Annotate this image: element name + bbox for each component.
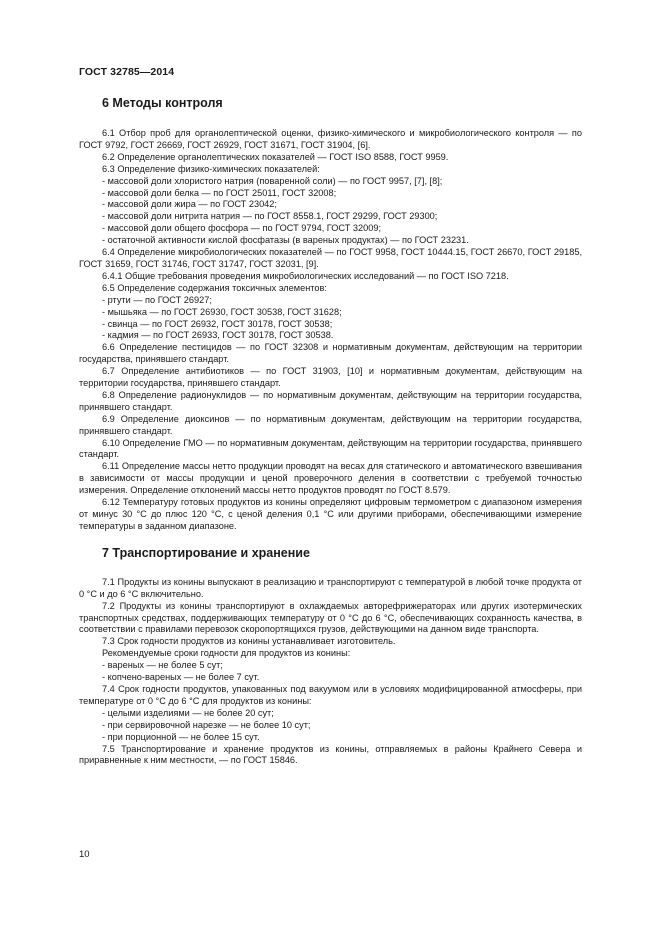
paragraph: 7.4 Срок годности продуктов, упакованных под вакуумом или в условиях модифицированной атмосферы, при температуре от 0 °С до 6 °С для продуктов из конины:: [79, 683, 582, 706]
section-6-title: 6 Методы контроля: [102, 96, 223, 110]
list-item: - целыми изделиями — не более 20 сут;: [102, 707, 274, 718]
paragraph: 6.5 Определение содержания токсичных элементов:: [102, 282, 327, 293]
list-item: - при сервировочной нарезке — не более 10 сут;: [102, 719, 311, 730]
list-item: - ртути — по ГОСТ 26927;: [102, 294, 212, 305]
section-7-body: [79, 577, 582, 768]
list-item: - массовой доли хлористого натрия (поваренной соли) — по ГОСТ 9957, [7], [8];: [102, 175, 443, 186]
list-item: - вареных — не более 5 сут;: [102, 660, 223, 671]
paragraph: 7.1 Продукты из конины выпускают в реализацию и транспортируют с температурой в любой точке продукта от 0 °С и до 6 °С включительно.: [79, 576, 582, 599]
list-item: - массовой доли общего фосфора — по ГОСТ 9794, ГОСТ 32009;: [102, 223, 381, 234]
document-header: ГОСТ 32785—2014: [79, 66, 175, 78]
list-item: - массовой доли белка — по ГОСТ 25011, ГОСТ 32008;: [102, 187, 337, 198]
list-item: - при порционной — не более 15 сут.: [102, 731, 260, 742]
list-item: - свинца — по ГОСТ 26932, ГОСТ 30178, ГОСТ 30538;: [102, 318, 333, 329]
paragraph: 6.1 Отбор проб для органолептической оценки, физико-химического и микробиологического контроля — по ГОСТ 9792, ГОСТ 26669, ГОСТ 26929, ГОСТ 31671, ГОСТ 31904, [6].: [79, 128, 582, 150]
section-6-body: [79, 128, 582, 533]
section-7-title: 7 Транспортирование и хранение: [102, 545, 310, 560]
page-number: 10: [79, 849, 90, 860]
paragraph: 6.4 Определение микробиологических показателей — по ГОСТ 9958, ГОСТ 10444.15, ГОСТ 26670, ГОСТ 29185, ГОСТ 31659, ГОСТ 31746, ГОСТ 31747, ГОСТ 32031, [9].: [79, 247, 582, 269]
paragraph: 6.10 Определение ГМО — по нормативным документам, действующим на территории государства, принявшего стандарт.: [79, 437, 582, 460]
page-content: [79, 96, 582, 767]
paragraph: 7.5 Транспортирование и хранение продуктов из конины, отправляемых в районы Крайнего Севера и приравненные к ним местности, — по ГОСТ 15846.: [79, 743, 582, 766]
list-item: - массовой доли жира — по ГОСТ 23042;: [102, 199, 277, 210]
list-item: - остаточной активности кислой фосфатазы (в вареных продуктах) — по ГОСТ 23231.: [102, 235, 469, 246]
list-item: - кадмия — по ГОСТ 26933, ГОСТ 30178, ГОСТ 30538.: [102, 330, 334, 341]
list-item: - мышьяка — по ГОСТ 26930, ГОСТ 30538, ГОСТ 31628;: [102, 306, 342, 317]
paragraph: 6.6 Определение пестицидов — по ГОСТ 32308 и нормативным документам, действующим на территории государства, принявшего стандарт.: [79, 342, 582, 365]
paragraph: 6.9 Определение диоксинов — по нормативным документам, действующим на территории государства, принявшего стандарт.: [79, 413, 582, 436]
paragraph: 7.2 Продукты из конины транспортируют в охлаждаемых авторефрижераторах или других изотермических транспортных средствах, поддерживающих температуру от 0 °С до 6 °С, обеспечивающих сохранность качества, в соответствии с правилами перевозок скоропортящихся грузов, действующими на данном виде транспорта.: [79, 600, 582, 635]
paragraph: 6.2 Определение органолептических показателей — ГОСТ ISO 8588, ГОСТ 9959.: [102, 151, 449, 162]
paragraph: 6.11 Определение массы нетто продукции проводят на весах для статического и автоматического взвешивания в зависимости от массы продукции и ценой проверочного деления в соответствии с требуемой точностью измерения. Определение отклонений массы нетто продуктов проводят по ГОСТ 8.579.: [79, 461, 582, 496]
paragraph: 6.3 Определение физико-химических показателей:: [102, 163, 320, 174]
list-item: - массовой доли нитрита натрия — по ГОСТ 8558.1, ГОСТ 29299, ГОСТ 29300;: [102, 211, 438, 222]
list-item: - копчено-вареных — не более 7 сут.: [102, 672, 260, 683]
paragraph: 6.4.1 Общие требования проведения микробиологических исследований — по ГОСТ ISO 7218.: [102, 270, 509, 281]
paragraph: 6.8 Определение радионуклидов — по нормативным документам, действующим на территории государства, принявшего стандарт.: [79, 389, 582, 412]
paragraph: 6.7 Определение антибиотиков — по ГОСТ 31903, [10] и нормативным документам, действующим на территории государства, принявшего стандарт.: [79, 366, 582, 389]
paragraph: Рекомендуемые сроки годности для продуктов из конины:: [102, 648, 351, 659]
paragraph: 6.12 Температуру готовых продуктов из конины определяют цифровым термометром с диапазоном измерения от минус 30 °С до плюс 120 °С, с ценой деления 0,1 °С или другими приборами, обеспечивающими измерение температуры в заданном диапазоне.: [79, 497, 582, 531]
paragraph: 7.3 Срок годности продуктов из конины устанавливает изготовитель.: [102, 636, 396, 647]
